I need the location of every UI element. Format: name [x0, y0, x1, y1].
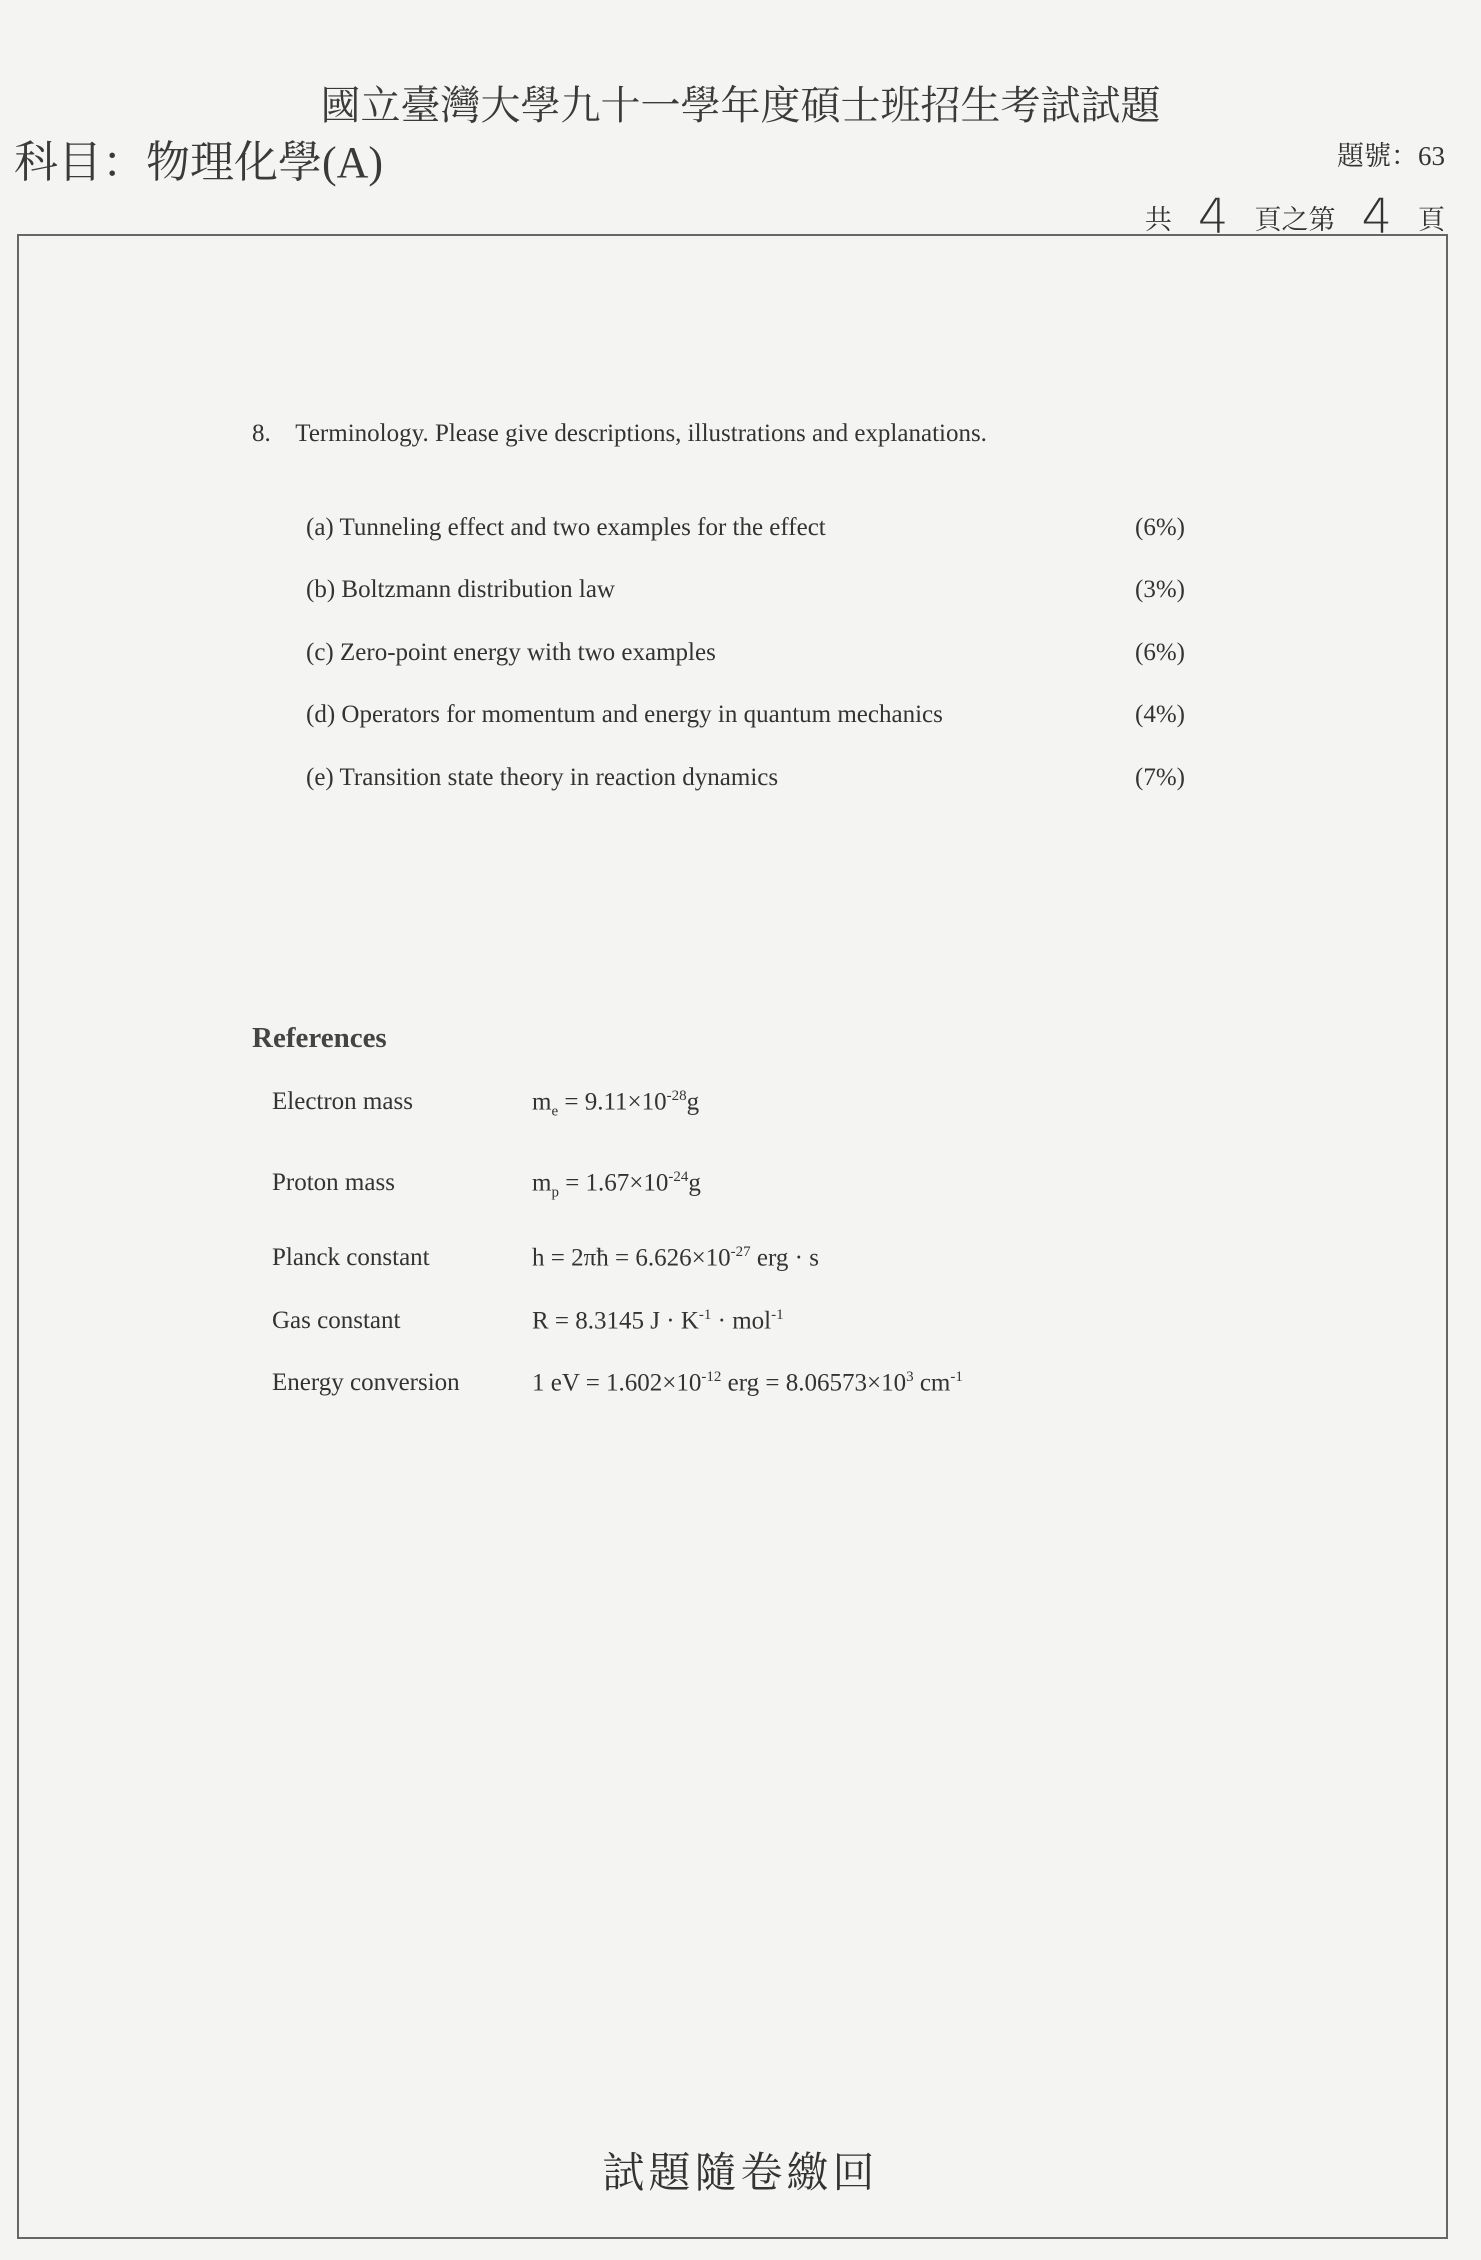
- ref-name-gas-constant: Gas constant: [272, 1307, 401, 1334]
- question-item-d: (d) Operators for momentum and energy in quantum mechanics: [306, 701, 943, 728]
- question-number: 題號：63: [1337, 141, 1445, 171]
- question-points-e: (7%): [1135, 764, 1185, 791]
- ref-name-planck-constant: Planck constant: [272, 1244, 430, 1271]
- ref-value-planck-constant: h = 2πħ = $6.626\times 10^{-27}$ erg · s: [532, 1244, 819, 1272]
- question-item-e: (e) Transition state theory in reaction dynamics: [306, 764, 779, 791]
- exam-title: 國立臺灣大學九十一學年度碩士班招生考試試題: [320, 83, 1161, 128]
- subject-label: 科目：物理化學(A): [14, 138, 384, 187]
- question-stem: 8. Terminology. Please give descriptions, illustrations and explanations.: [252, 420, 987, 447]
- question-points-c: (6%): [1135, 639, 1185, 666]
- page-mid: 頁之第: [1254, 205, 1336, 235]
- question-points-a: (6%): [1135, 514, 1185, 541]
- ref-name-proton-mass: Proton mass: [272, 1169, 395, 1196]
- ref-value-energy-conversion: 1 eV = $1.602\times 10^{-12}$ erg = $8.06573\times 10^3$ $cm^{-1}$: [532, 1369, 963, 1397]
- page-total-prefix: 共: [1144, 205, 1172, 235]
- ref-name-electron-mass: Electron mass: [272, 1088, 413, 1115]
- question-points-b: (3%): [1135, 576, 1185, 603]
- question-item-c: (c) Zero-point energy with two examples: [306, 639, 716, 666]
- ref-value-electron-mass: $m_e = 9.11\times 10^{-28}g$: [532, 1088, 700, 1120]
- ref-value-gas-constant: R = 8.3145 $J \cdot K^{-1} \cdot mol^{-1}$: [532, 1307, 784, 1335]
- question-points-d: (4%): [1135, 701, 1185, 728]
- page-current: 4: [1361, 189, 1392, 245]
- page-info: [1144, 185, 1445, 245]
- question-item-b: (b) Boltzmann distribution law: [306, 576, 615, 603]
- page-suffix: 頁: [1418, 205, 1445, 235]
- question-item-a: (a) Tunneling effect and two examples for the effect: [306, 514, 826, 541]
- ref-value-proton-mass: $m_p = 1.67\times 10^{-24}g$: [532, 1169, 701, 1201]
- footer-note: 試題隨卷繳回: [602, 2151, 879, 2197]
- references-heading: References: [252, 1022, 387, 1054]
- page-total: 4: [1197, 189, 1229, 245]
- ref-name-energy-conversion: Energy conversion: [272, 1369, 460, 1396]
